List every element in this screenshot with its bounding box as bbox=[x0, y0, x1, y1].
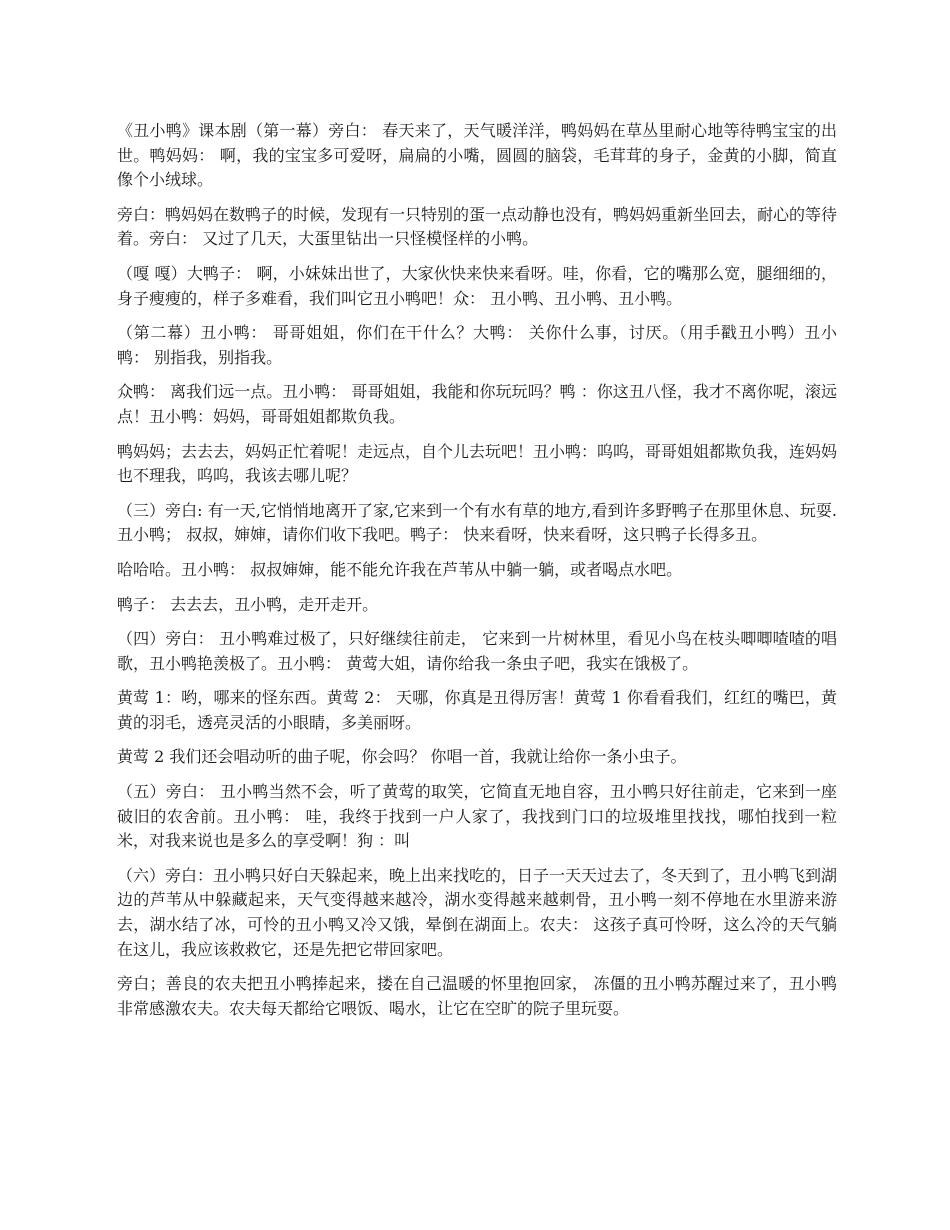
paragraph-5: 众鸭： 离我们远一点。丑小鸭： 哥哥姐姐，我能和你玩玩吗？鸭 ：你这丑八怪，我才不离你呢，滚远点！丑小鸭：妈妈，哥哥姐姐都欺负我。 bbox=[117, 382, 837, 426]
paragraph-13: （五）旁白： 丑小鸭当然不会，听了黄莺的取笑，它简直无地自容，丑小鸭只好往前走，它来到一座破旧的农舍前。丑小鸭： 哇，我终于找到一户人家了，我找到门口的垃圾堆里找找，哪怕找到一粒米，对我来说也是多么的享受啊！狗 ：叫 bbox=[117, 782, 837, 851]
paragraph-9: 鸭子： 去去去，丑小鸭，走开走开。 bbox=[117, 594, 379, 614]
paragraph-6: 鸭妈妈；去去去，妈妈正忙着呢！走远点，自个儿去玩吧！丑小鸭：呜呜，哥哥姐姐都欺负我，连妈妈也不理我，呜呜，我该去哪儿呢？ bbox=[117, 441, 838, 486]
paragraph-4: （第二幕）丑小鸭： 哥哥姐姐，你们在干什么？大鸭： 关你什么事，讨厌。（用手戳丑小鸭）丑小鸭： 别指我，别指我。 bbox=[117, 323, 837, 367]
document-page bbox=[117, 119, 837, 1031]
paragraph-12: 黄莺 2 我们还会唱动听的曲子呢，你会吗？ 你唱一首，我就让给你一条小虫子。 bbox=[117, 747, 687, 767]
paragraph-10: （四）旁白： 丑小鸭难过极了，只好继续往前走， 它来到一片树林里，看见小鸟在枝头唧唧喳喳的唱歌，丑小鸭艳羡极了。丑小鸭： 黄莺大姐，请你给我一条虫子吧，我实在饿极了。 bbox=[117, 629, 837, 673]
paragraph-11: 黄莺 1：哟，哪来的怪东西。黄莺 2： 天哪，你真是丑得厉害！黄莺 1 你看看我们，红红的嘴巴，黄黄的羽毛，透亮灵活的小眼睛，多美丽呀。 bbox=[117, 688, 837, 732]
paragraph-8: 哈哈哈。丑小鸭： 叔叔婶婶，能不能允许我在芦苇从中躺一躺，或者喝点水吧。 bbox=[117, 559, 683, 579]
paragraph-14: （六）旁白：丑小鸭只好白天躲起来，晚上出来找吃的，日子一天天过去了，冬天到了，丑小鸭飞到湖边的芦苇从中躲藏起来，天气变得越来越冷，湖水变得越来越刺骨，丑小鸭一刻不停地在水里游来游去，湖水结了冰，可怜的丑小鸭又冷又饿，晕倒在湖面上。农夫： 这孩子真可怜呀，这么冷的天气躺在这儿，我应该救救它，还是先把它带回家吧。 bbox=[117, 865, 838, 959]
paragraph-3: （嘎 嘎）大鸭子： 啊，小妹妹出世了，大家伙快来快来看呀。哇，你看，它的嘴那么宽，腿细细的，身子瘦瘦的，样子多难看，我们叫它丑小鸭吧！众： 丑小鸭、丑小鸭、丑小鸭。 bbox=[117, 263, 837, 308]
paragraph-2: 旁白：鸭妈妈在数鸭子的时候，发现有一只特别的蛋一点动静也没有，鸭妈妈重新坐回去，耐心的等待着。旁白： 又过了几天，大蛋里钻出一只怪模怪样的小鸭。 bbox=[117, 204, 838, 249]
paragraph-1: 《丑小鸭》课本剧（第一幕）旁白： 春天来了，天气暖洋洋，鸭妈妈在草丛里耐心地等待鸭宝宝的出世。鸭妈妈： 啊，我的宝宝多可爱呀，扁扁的小嘴，圆圆的脑袋，毛茸茸的身子，金黄的小脚，简直像个小绒球。 bbox=[117, 121, 837, 190]
paragraph-7: （三）旁白: 有一天,它悄悄地离开了家,它来到一个有水有草的地方,看到许多野鸭子在那里休息、玩耍.丑小鸭； 叔叔，婶婶，请你们收下我吧。鸭子： 快来看呀，快来看呀，这只鸭子长得多丑。 bbox=[117, 500, 837, 545]
paragraph-15: 旁白；善良的农夫把丑小鸭捧起来，搂在自己温暖的怀里抱回家， 冻僵的丑小鸭苏醒过来了，丑小鸭非常感激农夫。农夫每天都给它喂饭、喝水，让它在空旷的院子里玩耍。 bbox=[117, 974, 837, 1018]
